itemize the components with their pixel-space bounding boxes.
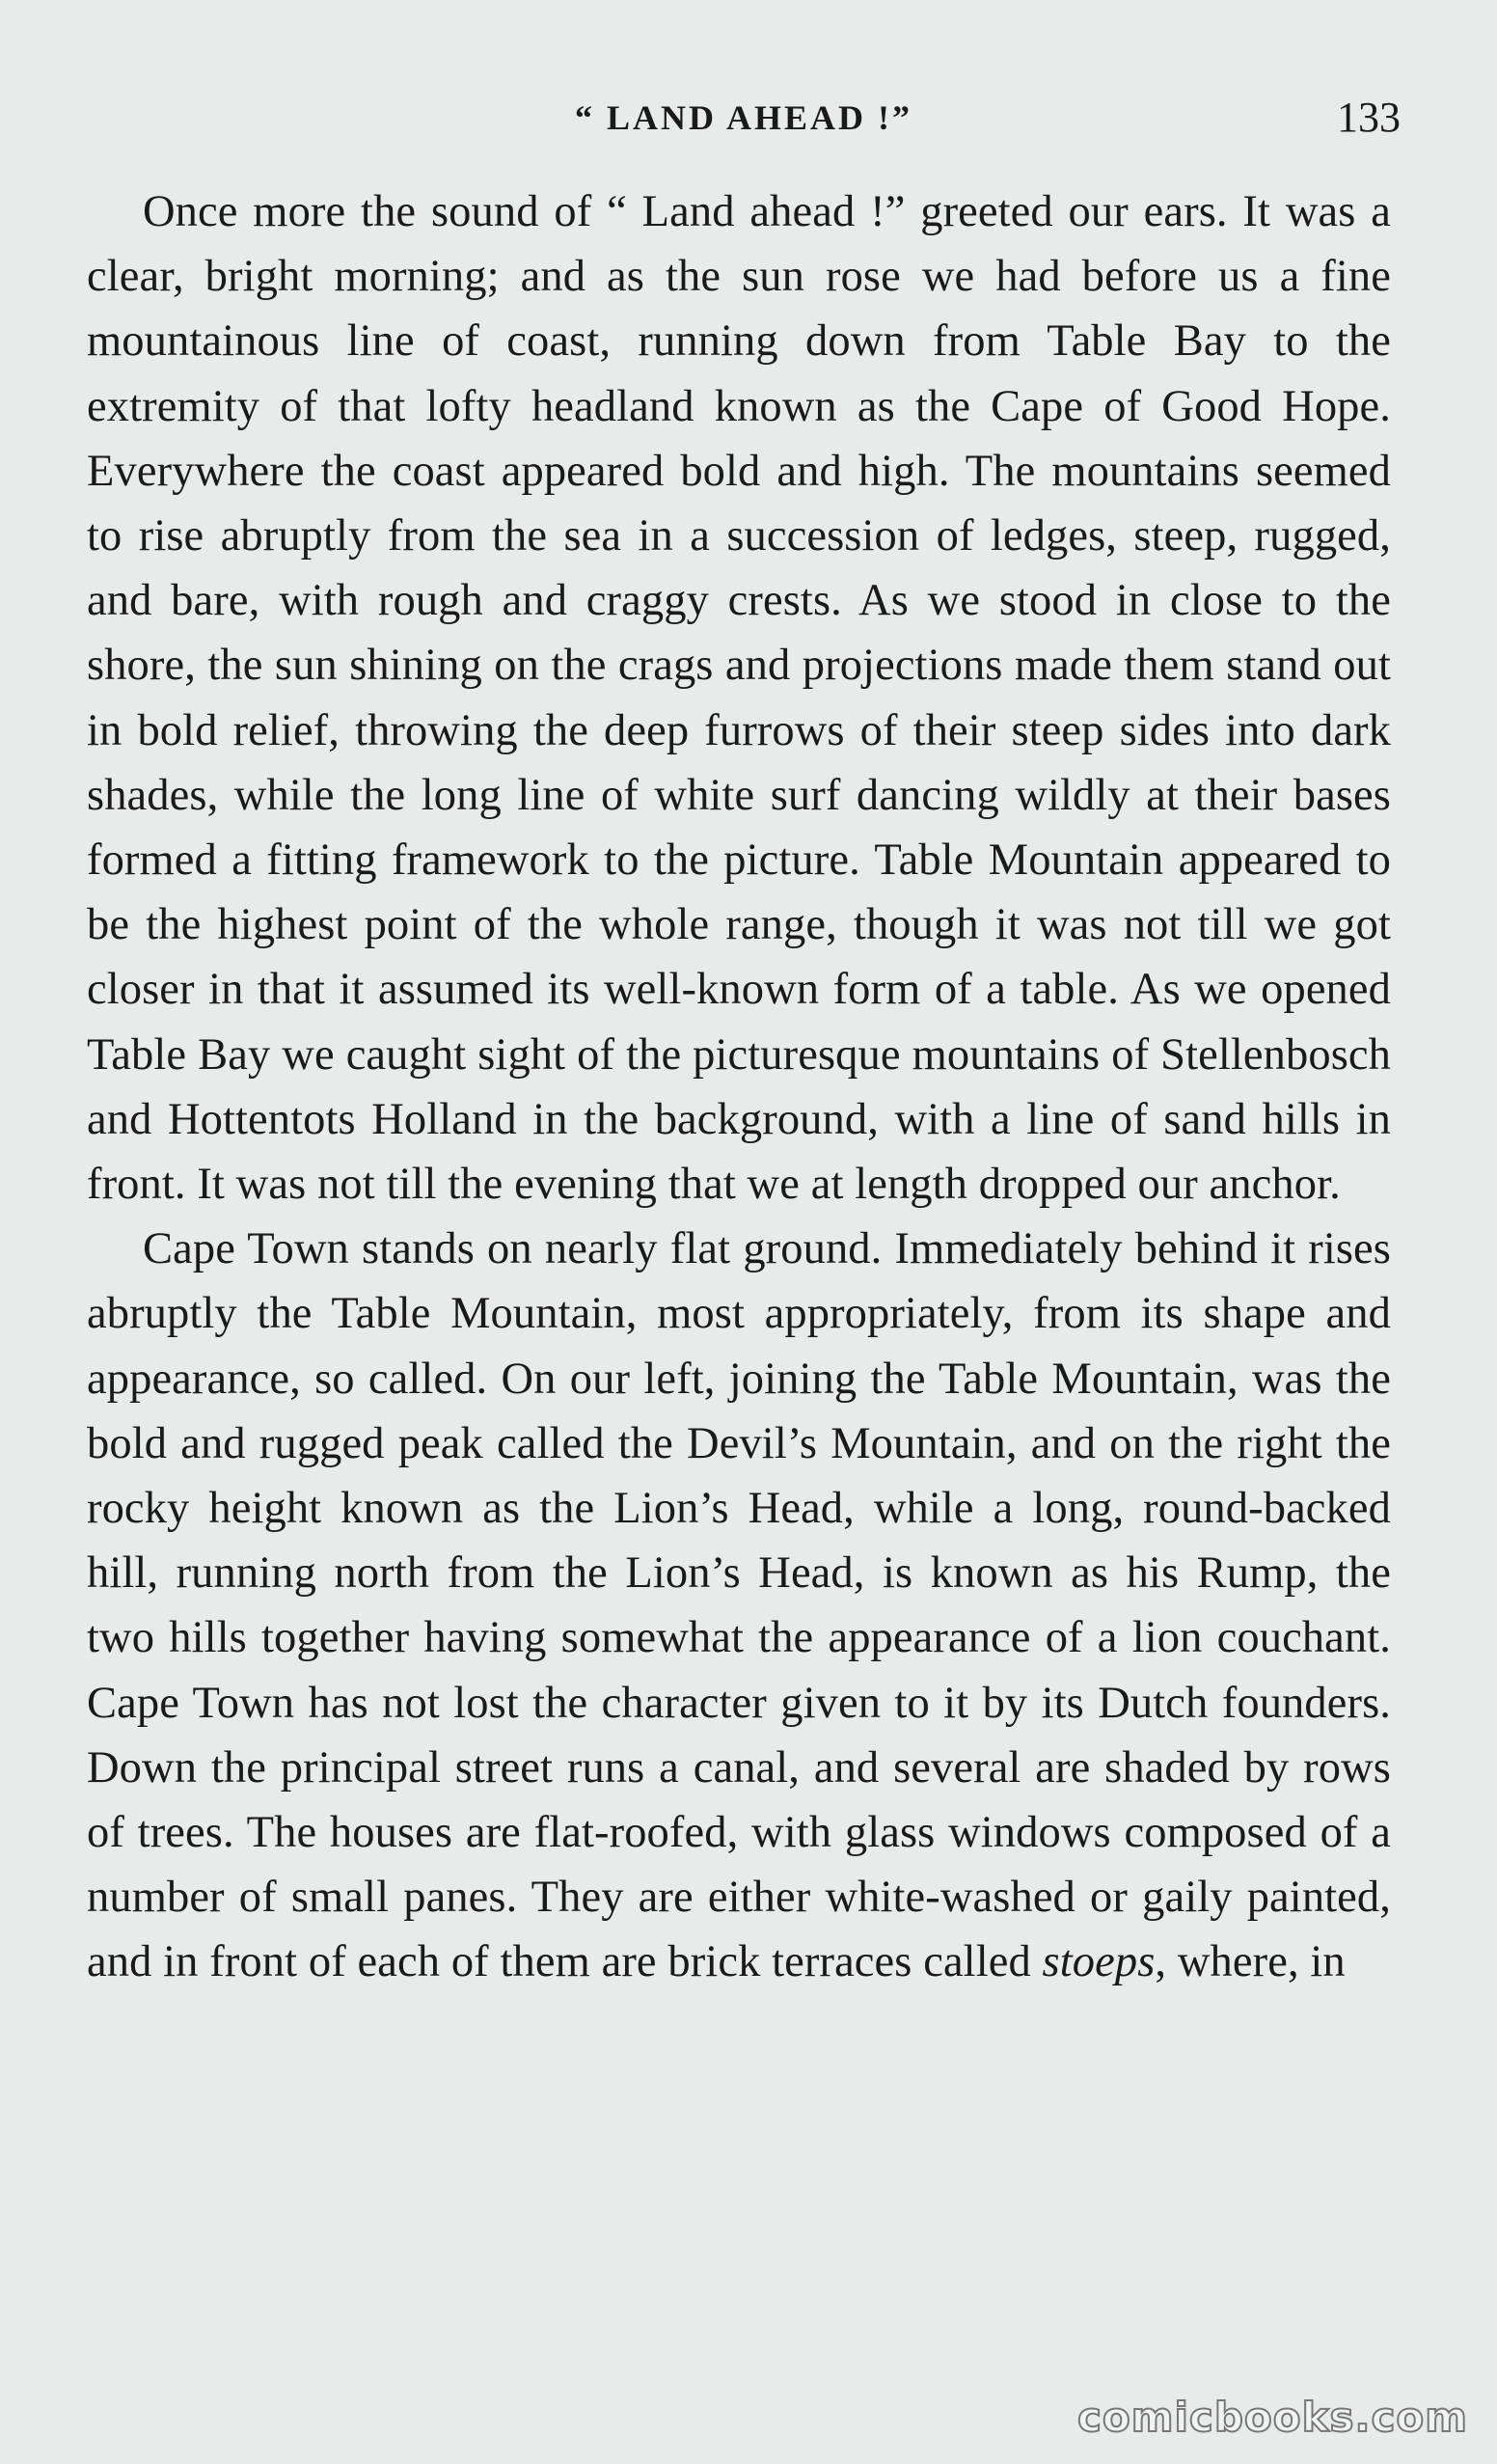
paragraph-2-text: Cape Town stands on nearly flat ground. Immediately behind it rises abruptly the Table Mountain, most appropriately, from its shape and appearance, so called. On our left, joining the Table Mountain, was the bold and rugged peak called the Devil’s Mountain, and on the right the rocky height known as the Lion’s Head, while a long, round-backed hill, running north from the Lion’s Head, is known as his Rump, the two hills together having somewhat the appearance of a lion couchant. Cape Town has not lost the character given to it by its Dutch founders. Down the principal street runs a canal, and several are shaded by rows of trees. The houses are flat-roofed, with glass windows composed of a number of small panes. They are either white-washed or gaily painted, and in front of each of them are brick terraces called: [87, 1224, 1391, 1987]
paragraph-2: [87, 1217, 1391, 1994]
running-title: “ LAND AHEAD !”: [574, 98, 912, 137]
paragraph-2-trailing: , where, in: [1155, 1937, 1346, 1987]
watermark-logo: comicbooks.com: [1077, 2394, 1468, 2441]
italic-term: stoeps: [1042, 1937, 1156, 1987]
body-text: [87, 179, 1391, 1995]
running-head: [87, 89, 1401, 147]
page-number: 133: [1337, 94, 1401, 141]
paragraph-1: Once more the sound of “ Land ahead !” greeted our ears. It was a clear, bright morning; and as the sun rose we had before us a fine mountainous line of coast, running down from Table Bay to the extremity of that lofty headland known as the Cape of Good Hope. Everywhere the coast appeared bold and high. The mountains seemed to rise abruptly from the sea in a succession of ledges, steep, rugged, and bare, with rough and craggy crests. As we stood in close to the shore, the sun shining on the crags and projections made them stand out in bold relief, throwing the deep furrows of their steep sides into dark shades, while the long line of white surf dancing wildly at their bases formed a fitting framework to the picture. Table Mountain appeared to be the highest point of the whole range, though it was not till we got closer in that it assumed its well-known form of a table. As we opened Table Bay we caught sight of the picturesque mountains of Stellenbosch and Hottentots Holland in the background, with a line of sand hills in front. It was not till the evening that we at length dropped our anchor.: [87, 187, 1391, 1210]
